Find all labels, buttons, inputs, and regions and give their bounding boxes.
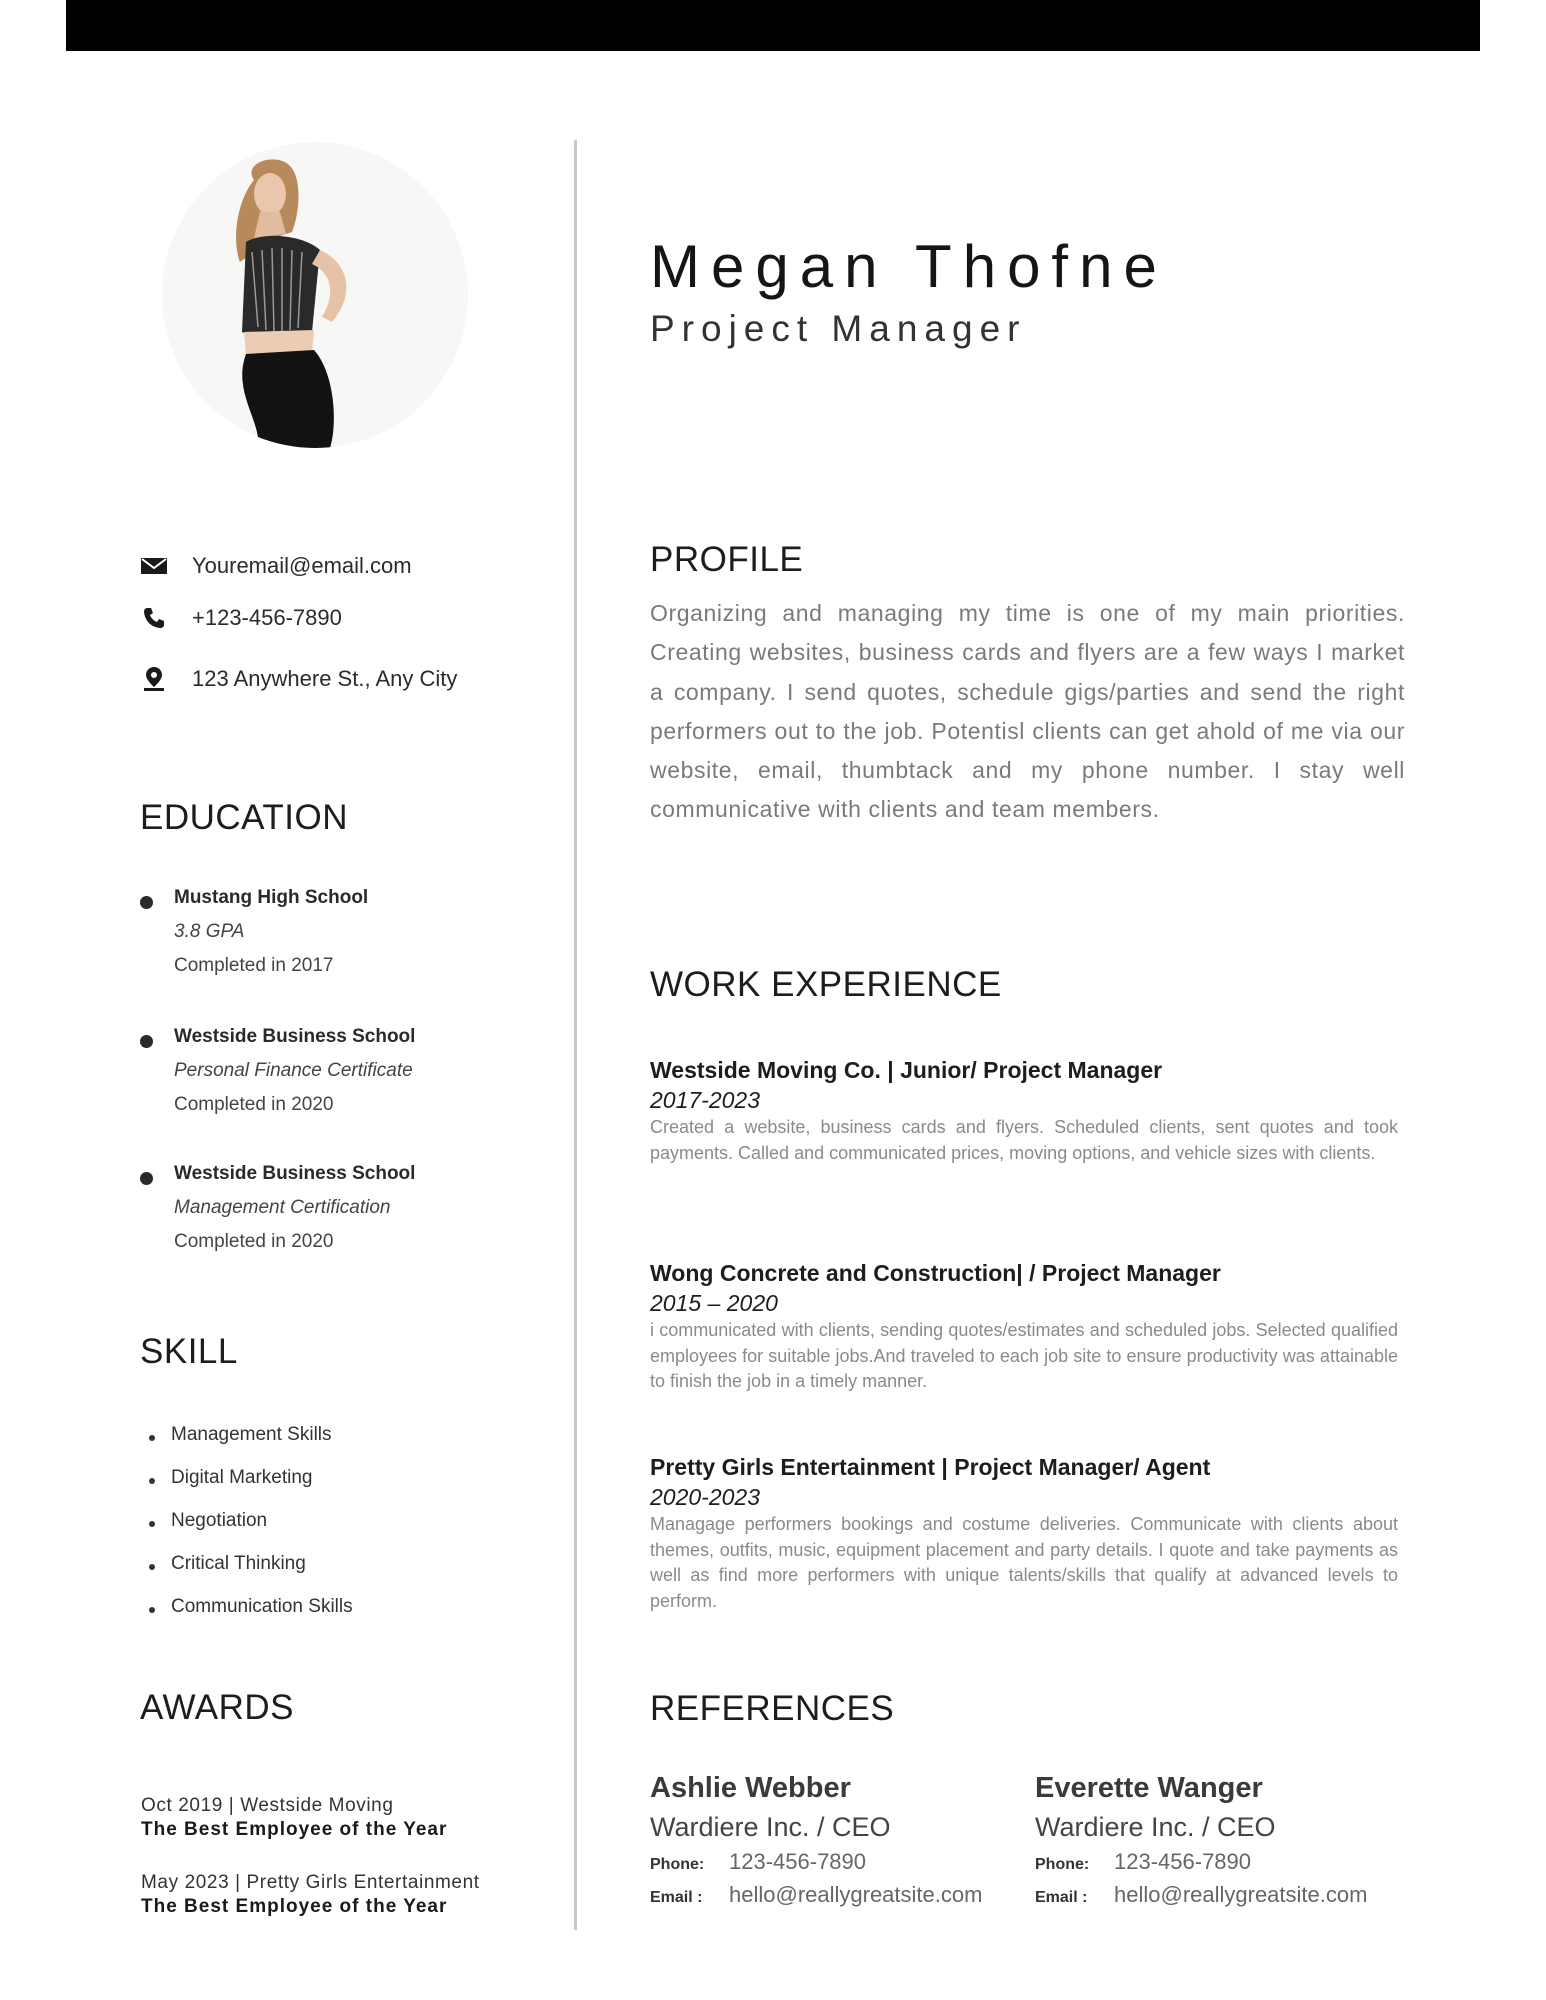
reference-company: Wardiere Inc. / CEO: [650, 1812, 891, 1842]
bullet-icon: [140, 1172, 153, 1185]
column-divider: [574, 140, 577, 1930]
reference-phone-label: Phone:: [650, 1856, 705, 1873]
bullet-icon: [140, 896, 153, 909]
skill-item: Negotiation: [145, 1510, 353, 1553]
education-detail: Personal Finance Certificate: [174, 1060, 413, 1081]
education-completed: Completed in 2020: [174, 1094, 334, 1115]
reference-item: [650, 1770, 1010, 1911]
education-detail: 3.8 GPA: [174, 921, 245, 942]
phone-icon: [140, 604, 168, 632]
education-heading: EDUCATION: [140, 798, 349, 837]
education-school: Westside Business School: [174, 1163, 416, 1184]
job-title: Wong Concrete and Construction| / Project Manager: [650, 1260, 1221, 1286]
reference-email-label: Email :: [1035, 1889, 1088, 1906]
reference-item: [1035, 1770, 1395, 1911]
contact-phone-text: +123-456-7890: [192, 605, 342, 630]
reference-phone: 123-456-7890: [729, 1849, 867, 1874]
profile-photo: [162, 142, 468, 448]
reference-name: Everette Wanger: [1035, 1772, 1263, 1804]
reference-phone-label: Phone:: [1035, 1856, 1090, 1873]
education-completed: Completed in 2020: [174, 1231, 334, 1252]
candidate-name: Megan Thofne: [650, 233, 1168, 300]
job-description: Managage performers bookings and costume deliveries. Communicate with clients about themes, outfits, music, equipment placement and party details. I quote and take payments as well as find more performers with unique talents/skills that qualify at advanced levels to perform.: [650, 1514, 1398, 1611]
skill-item: Digital Marketing: [145, 1467, 353, 1510]
education-school: Westside Business School: [174, 1026, 416, 1047]
reference-phone-row: [1035, 1849, 1395, 1878]
reference-phone: 123-456-7890: [1114, 1849, 1252, 1874]
contact-address-text: 123 Anywhere St., Any City: [192, 666, 458, 691]
reference-phone-row: [650, 1849, 1010, 1878]
reference-email-row: [1035, 1882, 1395, 1911]
candidate-role: Project Manager: [650, 308, 1027, 349]
work-heading: WORK EXPERIENCE: [650, 965, 1002, 1004]
job-description: i communicated with clients, sending quotes/estimates and scheduled jobs. Selected qualified employees for suitable jobs.And traveled to each job site to ensure productivity was attainable to finish the job in a timely manner.: [650, 1320, 1398, 1391]
award-item: [141, 1871, 480, 1919]
references-heading: REFERENCES: [650, 1689, 895, 1728]
job-dates: 2020-2023: [650, 1484, 760, 1510]
reference-email: hello@reallygreatsite.com: [1114, 1882, 1368, 1907]
reference-name: Ashlie Webber: [650, 1772, 851, 1804]
profile-heading: PROFILE: [650, 540, 804, 579]
top-bar: [66, 0, 1480, 51]
location-pin-icon: [140, 665, 168, 693]
award-item: [141, 1794, 447, 1842]
contact-email: [140, 552, 412, 580]
education-completed: Completed in 2017: [174, 955, 334, 976]
skill-item: Critical Thinking: [145, 1553, 353, 1596]
reference-email-row: [650, 1882, 1010, 1911]
contact-email-text: Youremail@email.com: [192, 553, 412, 578]
job-dates: 2015 – 2020: [650, 1290, 778, 1316]
job-item: [650, 1258, 1398, 1395]
education-detail: Management Certification: [174, 1197, 391, 1218]
reference-email-label: Email :: [650, 1889, 703, 1906]
skill-list: [145, 1424, 353, 1639]
job-title: Westside Moving Co. | Junior/ Project Manager: [650, 1057, 1163, 1083]
award-title: The Best Employee of the Year: [141, 1819, 448, 1840]
award-date: May 2023 | Pretty Girls Entertainment: [141, 1872, 480, 1893]
job-dates: 2017-2023: [650, 1087, 760, 1113]
envelope-icon: [140, 552, 168, 580]
profile-text: Organizing and managing my time is one of my main priorities. Creating websites, business cards and flyers are a few ways I market a company. I send quotes, schedule gigs/parties and send the right performers out to the job. Potentisl clients can get ahold of me via our website, email, thumbtack and my phone number. I stay well communicative with clients and team members.: [650, 600, 1405, 823]
bullet-icon: [140, 1035, 153, 1048]
contact-phone: [140, 604, 342, 632]
contact-address: [140, 665, 457, 693]
reference-company: Wardiere Inc. / CEO: [1035, 1812, 1276, 1842]
job-item: [650, 1055, 1398, 1166]
job-title: Pretty Girls Entertainment | Project Manager/ Agent: [650, 1454, 1211, 1480]
reference-email: hello@reallygreatsite.com: [729, 1882, 983, 1907]
education-school: Mustang High School: [174, 887, 369, 908]
award-date: Oct 2019 | Westside Moving: [141, 1795, 394, 1816]
skill-item: Management Skills: [145, 1424, 353, 1467]
skill-item: Communication Skills: [145, 1596, 353, 1639]
awards-heading: AWARDS: [140, 1688, 295, 1727]
job-item: [650, 1452, 1398, 1614]
job-description: Created a website, business cards and flyers. Scheduled clients, sent quotes and took payments. Called and communicated prices, moving options, and vehicle sizes with clients.: [650, 1117, 1398, 1163]
skill-heading: SKILL: [140, 1332, 238, 1371]
award-title: The Best Employee of the Year: [141, 1896, 448, 1917]
